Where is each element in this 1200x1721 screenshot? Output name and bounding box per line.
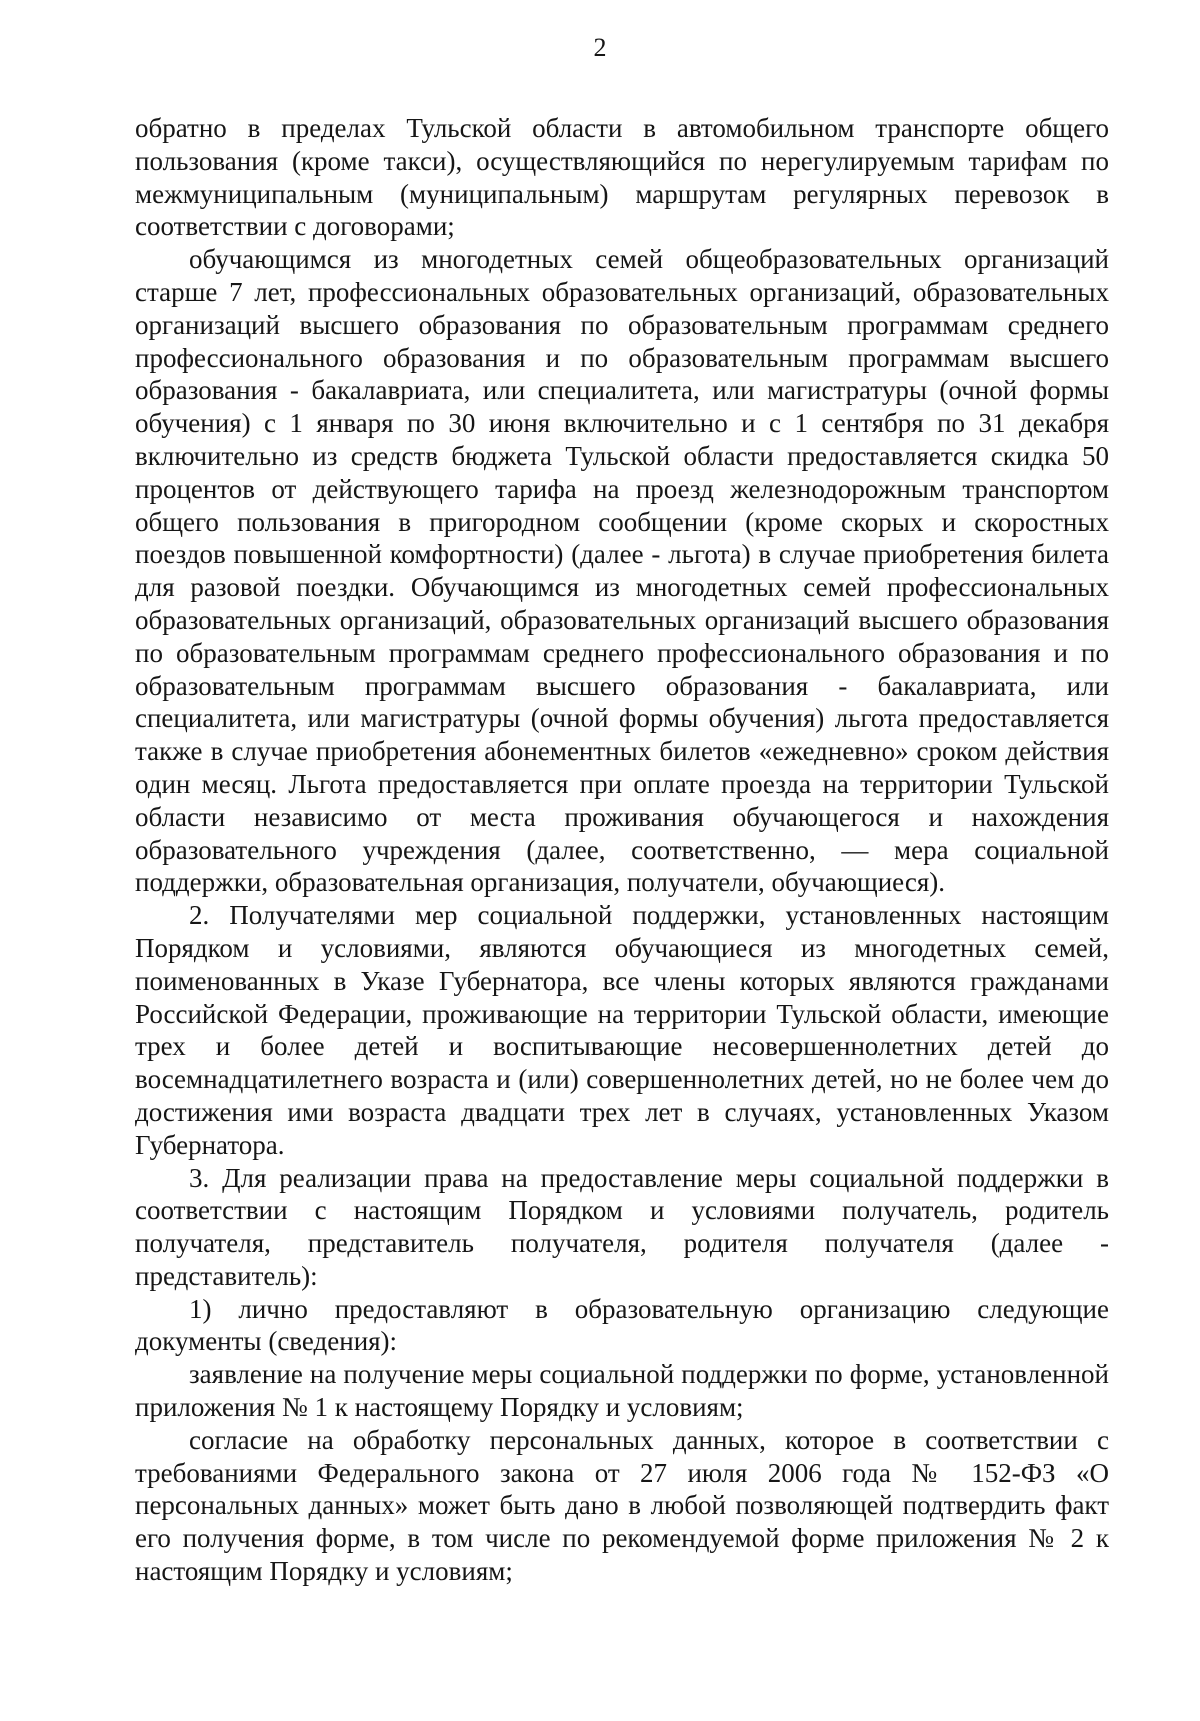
document-body — [135, 112, 1109, 1588]
paragraph-continuation: обратно в пределах Тульской области в автомобильном транспорте общего пользования (кроме такси), осуществляющийся по нерегулируемым тарифам по межмуниципальным (муниципальным) маршрутам регулярных перевозок в соответствии с договорами; — [135, 113, 1109, 242]
page-number: 2 — [593, 33, 607, 62]
paragraph-subitem-1-documents: 1) лично предоставляют в образовательную организацию следующие документы (сведения): — [135, 1293, 1109, 1357]
paragraph-item-3-procedure: 3. Для реализации права на предоставление меры социальной поддержки в соответствии с настоящим Порядком и условиями получатель, родитель получателя, представитель получателя, родителя получателя (далее - представитель): — [135, 1162, 1109, 1291]
paragraph-benefit-description: обучающимся из многодетных семей общеобразовательных организаций старше 7 лет, профессиональных образовательных организаций, образовательных организаций высшего образования по образовательным программам среднего профессионального образования и по образовательным программам высшего образования - бакалавриата, или специалитета, или магистратуры (очной формы обучения) с 1 января по 30 июня включительно и с 1 сентября по 31 декабря включительно из средств бюджета Тульской области предоставляется скидка 50 процентов от действующего тарифа на проезд железнодорожным транспортом общего пользования в пригородном сообщении (кроме скорых и скоростных поездов повышенной комфортности) (далее - льгота) в случае приобретения билета для разовой поездки. Обучающимся из многодетных семей профессиональных образовательных организаций, образовательных организаций высшего образования по образовательным программам среднего профессионального образования и по образовательным программам высшего образования - бакалавриата, или специалитета, или магистратуры (очной формы обучения) льгота предоставляется также в случае приобретения абонементных билетов «ежедневно» сроком действия один месяц. Льгота предоставляется при оплате проезда на территории Тульской области независимо от места проживания обучающегося и нахождения образовательного учреждения (далее, соответственно, — мера социальной поддержки, образовательная организация, получатели, обучающиеся). — [135, 244, 1109, 898]
paragraph-item-2-recipients: 2. Получателями мер социальной поддержки, установленных настоящим Порядком и условиями, являются обучающиеся из многодетных семей, поименованных в Указе Губернатора, все члены которых являются гражданами Российской Федерации, проживающие на территории Тульской области, имеющие трех и более детей и воспитывающие несовершеннолетних детей до восемнадцатилетнего возраста и (или) совершеннолетних детей, но не более чем до достижения ими возраста двадцати трех лет в случаях, установленных Указом Губернатора. — [135, 900, 1109, 1160]
paragraph-application-form: заявление на получение меры социальной поддержки по форме, установленной приложения № 1 к настоящему Порядку и условиям; — [135, 1359, 1109, 1423]
paragraph-personal-data-consent: согласие на обработку персональных данных, которое в соответствии с требованиями Федерального закона от 27 июля 2006 года № 152-ФЗ «О персональных данных» может быть дано в любой позволяющей подтвердить факт его получения форме, в том числе по рекомендуемой форме приложения № 2 к настоящим Порядку и условиям; — [135, 1424, 1109, 1587]
